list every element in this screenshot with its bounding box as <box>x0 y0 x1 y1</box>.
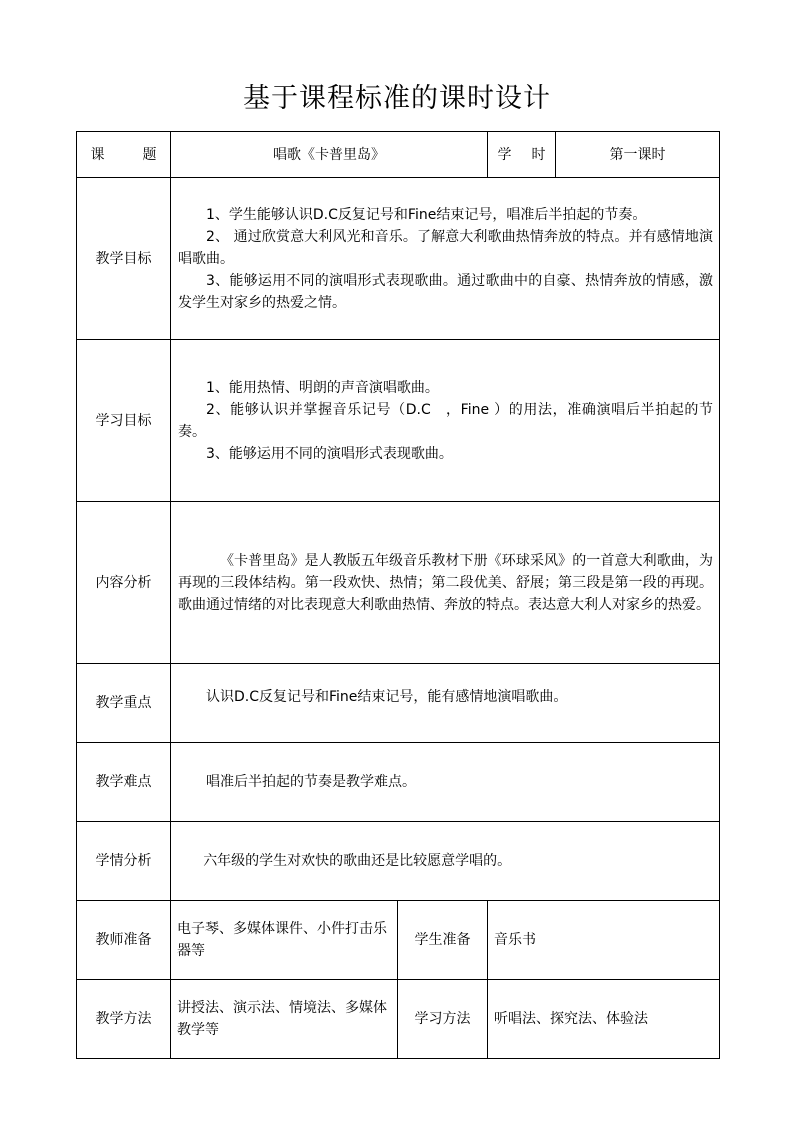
preparation-row <box>77 901 720 980</box>
content-analysis-row <box>77 502 720 664</box>
content-analysis-text: 《卡普里岛》是人教版五年级音乐教材下册《环球采风》的一首意大利歌曲，为再现的三段体结构。第一段欢快、热情；第二段优美、舒展；第三段是第一段的再现。歌曲通过情绪的对比表现意大利歌曲热情、奔放的特点。表达意大利人对家乡的热爱。 <box>178 552 713 613</box>
learning-goals-row <box>77 340 720 502</box>
teaching-goal-item: 1、学生能够认识D.C反复记号和Fine结束记号，唱准后半拍起的节奏。 <box>206 206 647 223</box>
learning-goal-item: 1、能用热情、明朗的声音演唱歌曲。 <box>206 379 439 396</box>
learning-method-value: 听唱法、探究法、体验法 <box>488 980 720 1059</box>
teaching-goals-label: 教学目标 <box>77 178 171 340</box>
learner-analysis-label: 学情分析 <box>77 822 171 901</box>
learner-analysis-row <box>77 822 720 901</box>
period-label-cell <box>488 132 556 178</box>
learning-goal-item: 3、能够运用不同的演唱形式表现歌曲。 <box>206 445 453 462</box>
learner-analysis-text: 六年级的学生对欢快的歌曲还是比较愿意学唱的。 <box>203 853 512 869</box>
content-analysis-content <box>171 502 720 664</box>
period-label-right: 时 <box>531 146 546 163</box>
teaching-goal-item: 2、 通过欣赏意大利风光和音乐。了解意大利歌曲热情奔放的特点。并有感情地演唱歌曲。 <box>178 228 713 267</box>
teaching-goal-item: 3、能够运用不同的演唱形式表现歌曲。通过歌曲中的自豪、热情奔放的情感，激发学生对家乡的热爱之情。 <box>178 272 713 311</box>
key-points-label: 教学重点 <box>77 664 171 743</box>
content-analysis-label: 内容分析 <box>77 502 171 664</box>
student-prep-label: 学生准备 <box>398 901 488 980</box>
learning-goals-label: 学习目标 <box>77 340 171 502</box>
methods-row <box>77 980 720 1059</box>
topic-label-right: 题 <box>142 146 157 163</box>
header-row <box>77 132 720 178</box>
key-points-text: 认识D.C反复记号和Fine结束记号，能有感情地演唱歌曲。 <box>206 689 568 705</box>
teaching-goals-row <box>77 178 720 340</box>
document-title: 基于课程标准的课时设计 <box>243 83 551 114</box>
teacher-prep-value: 电子琴、多媒体课件、小件打击乐器等 <box>171 901 398 980</box>
lesson-design-table <box>76 131 720 1059</box>
difficulties-content <box>171 743 720 822</box>
learning-method-label: 学习方法 <box>398 980 488 1059</box>
difficulties-row <box>77 743 720 822</box>
key-points-row <box>77 664 720 743</box>
teacher-prep-label: 教师准备 <box>77 901 171 980</box>
difficulties-text: 唱准后半拍起的节奏是教学难点。 <box>206 774 416 790</box>
learner-analysis-content <box>171 822 720 901</box>
learning-goal-item: 2、能够认识并掌握音乐记号（D.C ，Fine ）的用法，准确演唱后半拍起的节奏。 <box>178 401 713 440</box>
topic-value: 唱歌《卡普里岛》 <box>171 132 488 178</box>
difficulties-label: 教学难点 <box>77 743 171 822</box>
topic-label-cell <box>77 132 171 178</box>
teaching-method-value: 讲授法、演示法、情境法、多媒体教学等 <box>171 980 398 1059</box>
teaching-method-label: 教学方法 <box>77 980 171 1059</box>
student-prep-value: 音乐书 <box>488 901 720 980</box>
topic-label-left: 课 <box>90 146 105 163</box>
teaching-goals-content <box>171 178 720 340</box>
period-value: 第一课时 <box>556 132 720 178</box>
learning-goals-content <box>171 340 720 502</box>
key-points-content <box>171 664 720 743</box>
period-label-left: 学 <box>497 146 512 163</box>
